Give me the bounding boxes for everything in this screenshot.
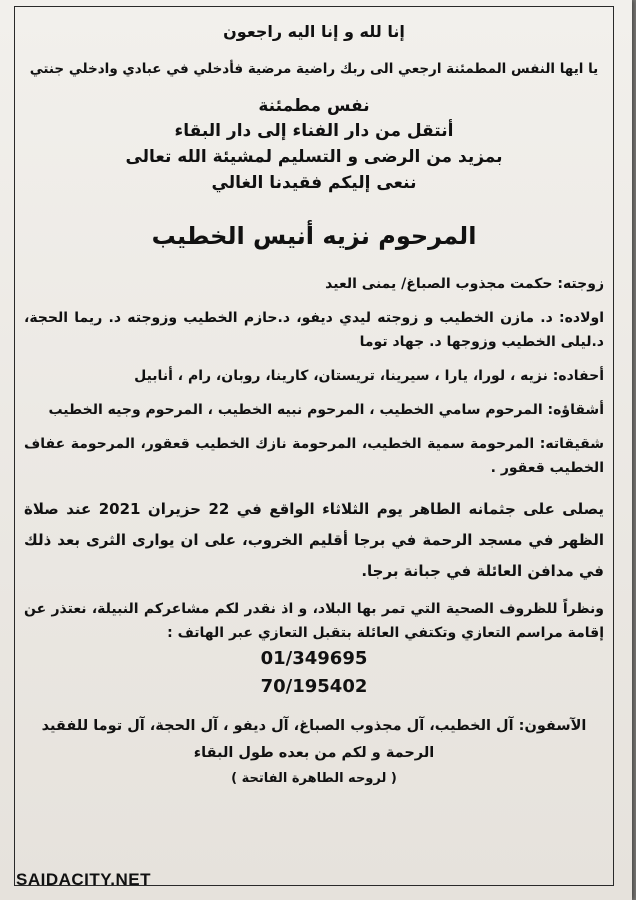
condolences-note: ونظراً للظروف الصحية التي تمر بها البلاد، و اذ نقدر لكم مشاعركم النبيلة، نعتذر عن إقامة مراسم التعازي وتكتفي العائلة بتقبل التعازي عبر الهاتف : (24, 601, 604, 641)
deceased-name: المرحوم نزيه أنيس الخطيب (151, 222, 477, 250)
obituary-content (16, 8, 612, 786)
verse-short: إنا لله و إنا اليه راجعون (223, 22, 405, 41)
phone-number-1: 01/349695 (260, 648, 368, 669)
intro-line-2: أنتقل من دار الفناء إلى دار البقاء (174, 121, 454, 141)
intro-line-3: بمزيد من الرضى و التسليم لمشيئة الله تعالى (125, 147, 503, 167)
sisters-paragraph: شقيقاته: المرحومة سمية الخطيب، المرحومة نازك الخطيب قعقور، المرحومة عفاف الخطيب قعقور . (24, 436, 604, 476)
mourners-paragraph: الآسفون: آل الخطيب، آل مجذوب الصباغ، آل ديفو ، آل الحجة، آل توما للفقيد الرحمة و لكم من بعده طول البقاء (41, 718, 587, 761)
intro-line-1: نفس مطمئنة (258, 96, 370, 116)
grandchildren-line: أحفاده: نزيه ، لورا، يارا ، سيرينا، تريستان، كارينا، روبان، رام ، أنابيل (134, 368, 604, 384)
wife-line: زوجته: حكمت مجذوب الصباغ/ يمنى العيد (325, 276, 604, 292)
funeral-paragraph: يصلى على جثمانه الطاهر يوم الثلاثاء الواقع في 22 حزيران 2021 عند صلاة الظهر في مسجد الرحمة في برجا أقليم الخروب، على ان يوارى الثرى بعد ذلك في مدافن العائلة في جبانة برجا. (24, 500, 604, 580)
phone-number-2: 70/195402 (260, 676, 368, 697)
verse-long: يا ايها النفس المطمئنة ارجعي الى ربك راضية مرضية فأدخلي في عبادي وادخلي جنتي (29, 61, 599, 77)
children-paragraph: اولاده: د. مازن الخطيب و زوجته ليدي ديفو، د.حازم الخطيب وزوجته د. ريما الحجة، د.ليلى الخطيب وزوجها د. جهاد توما (24, 310, 604, 350)
site-watermark: SAIDACITY.NET (16, 870, 151, 889)
intro-line-4: ننعى إليكم فقيدنا الغالي (211, 173, 417, 193)
closing-line: ( لروحه الطاهرة الفاتحة ) (231, 771, 397, 786)
brothers-line: أشقاؤه: المرحوم سامي الخطيب ، المرحوم نبيه الخطيب ، المرحوم وجيه الخطيب (48, 402, 604, 418)
